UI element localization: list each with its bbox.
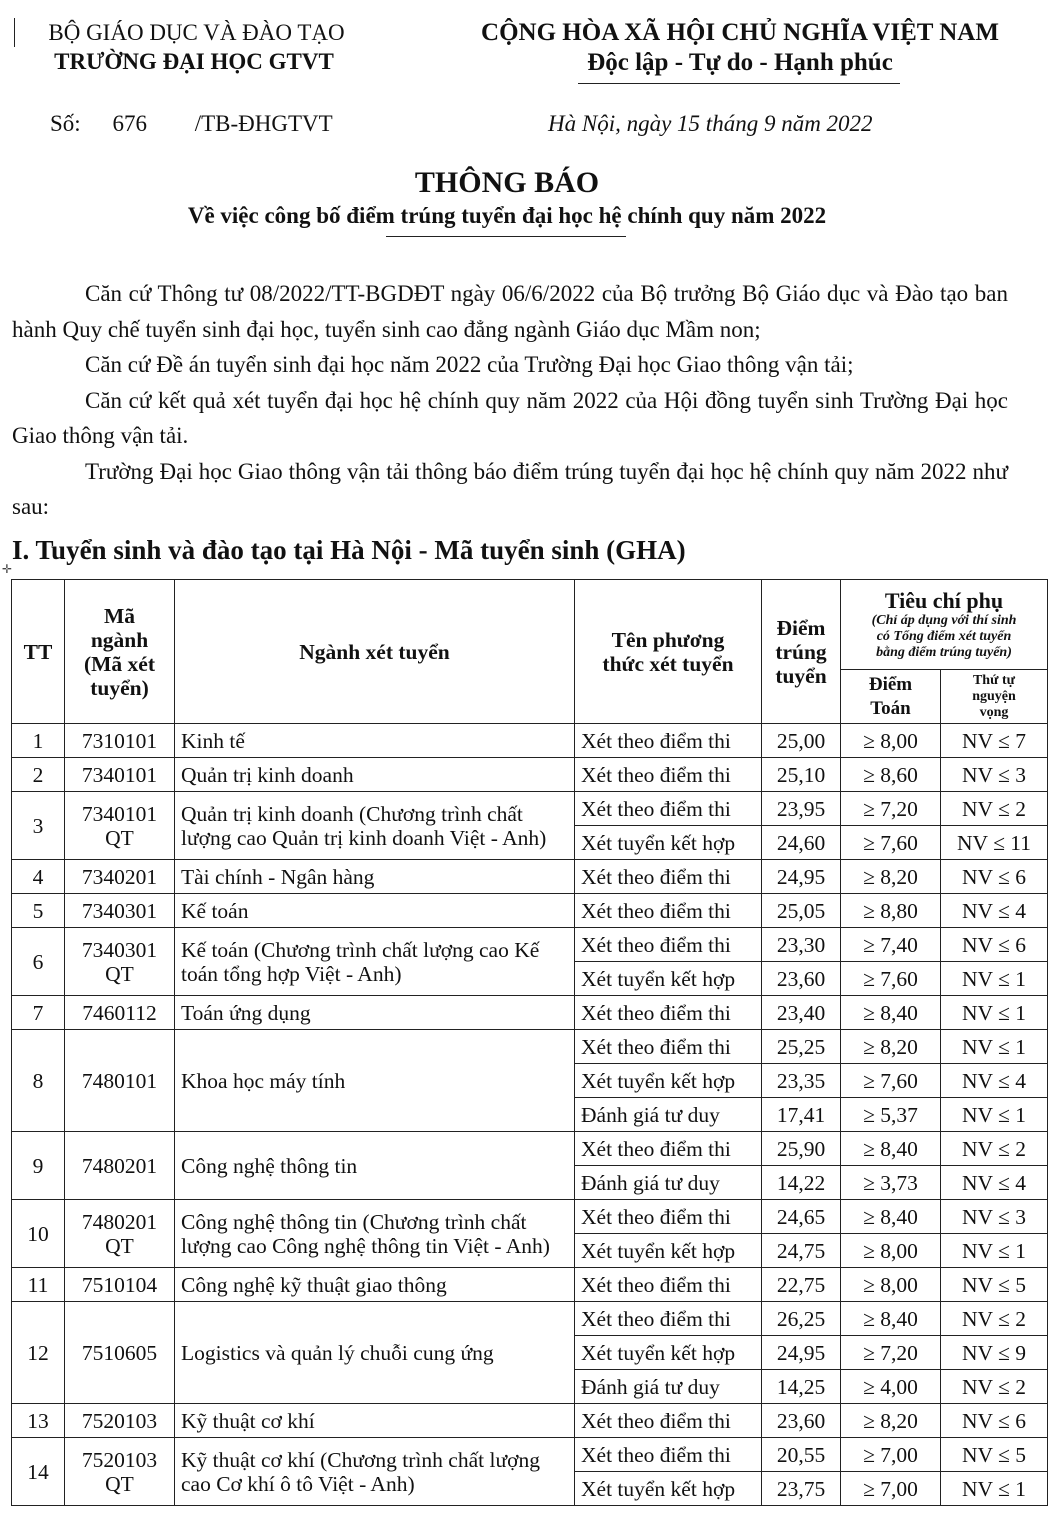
table-row — [12, 996, 1048, 1030]
header-code-line: (Mã xét — [83, 651, 156, 676]
cell-order: NV ≤ 4 — [941, 1166, 1048, 1200]
cell-score: 23,75 — [762, 1472, 841, 1506]
cell-score: 23,30 — [762, 928, 841, 962]
paragraph: Căn cứ Thông tư 08/2022/TT-BGDĐT ngày 06/6/2022 của Bộ trưởng Bộ Giáo dục và Đào tạo ban hành Quy chế tuyển sinh đại học, tuyển sinh cao đẳng ngành Giáo dục Mầm non; — [12, 281, 1008, 342]
cell-order: NV ≤ 6 — [941, 860, 1048, 894]
subtitle-underline — [386, 236, 626, 237]
table-row — [12, 1438, 1048, 1472]
cell-method: Xét tuyển kết hợp — [575, 826, 762, 860]
cell-method: Xét theo điểm thi — [575, 1438, 762, 1472]
cell-math: ≥ 7,60 — [841, 1064, 941, 1098]
country-name: CỘNG HÒA XÃ HỘI CHỦ NGHĨA VIỆT NAM — [481, 19, 999, 46]
header-math-line: Toán — [870, 697, 911, 719]
header-criteria-note: (Chỉ áp dụng với thí sinh — [871, 612, 1017, 628]
cell-math: ≥ 8,00 — [841, 1268, 941, 1302]
cell-major: Kỹ thuật cơ khí — [175, 1404, 575, 1438]
cell-score: 25,90 — [762, 1132, 841, 1166]
cell-score: 23,40 — [762, 996, 841, 1030]
header-score-line: trúng — [775, 639, 827, 664]
cell-score: 24,60 — [762, 826, 841, 860]
table-body — [12, 724, 1048, 1506]
cell-major: Công nghệ kỹ thuật giao thông — [175, 1268, 575, 1302]
cell-order: NV ≤ 6 — [941, 1404, 1048, 1438]
cell-score: 24,65 — [762, 1200, 841, 1234]
cell-math: ≥ 7,60 — [841, 826, 941, 860]
cell-order: NV ≤ 1 — [941, 996, 1048, 1030]
header-code-line: tuyển) — [90, 675, 149, 700]
cell-code: 7480101 — [65, 1030, 175, 1132]
header-method-line: thức xét tuyển — [602, 651, 734, 676]
cell-code: 7340201 — [65, 860, 175, 894]
cell-tt: 8 — [12, 1030, 65, 1132]
cell-tt: 1 — [12, 724, 65, 758]
cell-tt: 12 — [12, 1302, 65, 1404]
cell-math: ≥ 8,40 — [841, 996, 941, 1030]
header-method — [575, 580, 762, 724]
cell-order: NV ≤ 5 — [941, 1438, 1048, 1472]
header-code — [65, 580, 175, 724]
cell-method: Xét tuyển kết hợp — [575, 962, 762, 996]
cell-score: 24,95 — [762, 1336, 841, 1370]
cell-method: Xét tuyển kết hợp — [575, 1336, 762, 1370]
header-criteria-note: bằng điểm trúng tuyển) — [876, 644, 1012, 660]
table-row — [12, 724, 1048, 758]
paragraph: Căn cứ Đề án tuyển sinh đại học năm 2022 của Trường Đại học Giao thông vận tải; — [85, 352, 854, 377]
header-code-line: ngành — [90, 627, 149, 652]
header-criteria — [841, 580, 1048, 670]
issuer-block — [14, 18, 374, 76]
cell-order: NV ≤ 1 — [941, 1472, 1048, 1506]
cell-method: Xét theo điểm thi — [575, 1132, 762, 1166]
motto: Độc lập - Tự do - Hạnh phúc — [587, 49, 893, 76]
cell-method: Xét theo điểm thi — [575, 758, 762, 792]
cell-order: NV ≤ 6 — [941, 928, 1048, 962]
cell-method: Xét theo điểm thi — [575, 1030, 762, 1064]
cell-tt: 11 — [12, 1268, 65, 1302]
cell-major: Tài chính - Ngân hàng — [175, 860, 575, 894]
table-row — [12, 928, 1048, 962]
table-row — [12, 758, 1048, 792]
cell-order: NV ≤ 1 — [941, 962, 1048, 996]
header-method-line: Tên phương — [611, 627, 725, 652]
national-motto-block — [440, 18, 1040, 78]
cell-order: NV ≤ 3 — [941, 1200, 1048, 1234]
cell-order: NV ≤ 9 — [941, 1336, 1048, 1370]
cell-order: NV ≤ 2 — [941, 792, 1048, 826]
cell-method: Xét theo điểm thi — [575, 1268, 762, 1302]
cell-score: 20,55 — [762, 1438, 841, 1472]
university-name: TRƯỜNG ĐẠI HỌC GTVT — [54, 49, 334, 74]
cell-code: 7510104 — [65, 1268, 175, 1302]
cell-tt: 2 — [12, 758, 65, 792]
header-order-line: Thứ tự — [972, 672, 1016, 688]
paragraph: Trường Đại học Giao thông vận tải thông báo điểm trúng tuyển đại học hệ chính quy năm 2022 như sau: — [12, 458, 1008, 519]
cell-method: Xét tuyển kết hợp — [575, 1234, 762, 1268]
cell-score: 25,00 — [762, 724, 841, 758]
cell-order: NV ≤ 1 — [941, 1098, 1048, 1132]
cell-score: 22,75 — [762, 1268, 841, 1302]
header-code-line: Mã — [103, 603, 136, 628]
cell-score: 14,22 — [762, 1166, 841, 1200]
section-title: I. Tuyển sinh và đào tạo tại Hà Nội - Mã tuyển sinh (GHA) — [12, 535, 686, 565]
header-math — [841, 670, 941, 724]
cell-math: ≥ 8,40 — [841, 1200, 941, 1234]
header-criteria-title: Tiêu chí phụ — [884, 587, 1004, 613]
cell-math: ≥ 7,20 — [841, 792, 941, 826]
cell-score: 25,10 — [762, 758, 841, 792]
cell-method: Đánh giá tư duy — [575, 1370, 762, 1404]
cell-tt: 10 — [12, 1200, 65, 1268]
cell-tt: 9 — [12, 1132, 65, 1200]
cell-code: 7480201 — [65, 1132, 175, 1200]
header-order — [941, 670, 1048, 724]
header-major: Ngành xét tuyển — [175, 580, 575, 724]
motto-underline — [578, 83, 900, 84]
cell-major: Kỹ thuật cơ khí (Chương trình chất lượng cao Cơ khí ô tô Việt - Anh) — [175, 1438, 575, 1506]
cell-method: Xét tuyển kết hợp — [575, 1064, 762, 1098]
cell-tt: 13 — [12, 1404, 65, 1438]
cell-math: ≥ 8,40 — [841, 1132, 941, 1166]
cell-code: 7510605 — [65, 1302, 175, 1404]
document-body — [12, 276, 1008, 525]
table-row — [12, 1268, 1048, 1302]
cell-math: ≥ 8,00 — [841, 1234, 941, 1268]
cell-major: Logistics và quản lý chuỗi cung ứng — [175, 1302, 575, 1404]
cell-order: NV ≤ 2 — [941, 1132, 1048, 1166]
document-subtitle: Về việc công bố điểm trúng tuyển đại học hệ chính quy năm 2022 — [187, 203, 827, 228]
cell-math: ≥ 5,37 — [841, 1098, 941, 1132]
cell-order: NV ≤ 2 — [941, 1370, 1048, 1404]
header-score-line: tuyển — [775, 663, 827, 688]
table-row — [12, 1404, 1048, 1438]
cell-tt: 3 — [12, 792, 65, 860]
header-score — [762, 580, 841, 724]
cell-tt: 5 — [12, 894, 65, 928]
cell-method: Xét theo điểm thi — [575, 792, 762, 826]
cell-major: Toán ứng dụng — [175, 996, 575, 1030]
cell-math: ≥ 7,00 — [841, 1472, 941, 1506]
cell-method: Xét theo điểm thi — [575, 860, 762, 894]
cell-order: NV ≤ 5 — [941, 1268, 1048, 1302]
cell-order: NV ≤ 3 — [941, 758, 1048, 792]
cell-math: ≥ 8,00 — [841, 724, 941, 758]
document-number — [50, 111, 333, 137]
cell-major: Kế toán (Chương trình chất lượng cao Kế toán tổng hợp Việt - Anh) — [175, 928, 575, 996]
cell-order: NV ≤ 4 — [941, 894, 1048, 928]
cell-method: Đánh giá tư duy — [575, 1098, 762, 1132]
cell-score: 25,05 — [762, 894, 841, 928]
cell-major: Kinh tế — [175, 724, 575, 758]
cell-code: 7520103 QT — [65, 1438, 175, 1506]
cell-math: ≥ 8,20 — [841, 1404, 941, 1438]
cell-score: 24,95 — [762, 860, 841, 894]
cell-math: ≥ 3,73 — [841, 1166, 941, 1200]
cell-method: Xét theo điểm thi — [575, 1404, 762, 1438]
table-row — [12, 1302, 1048, 1336]
cell-score: 14,25 — [762, 1370, 841, 1404]
cell-math: ≥ 8,60 — [841, 758, 941, 792]
paragraph: Căn cứ kết quả xét tuyển đại học hệ chính quy năm 2022 của Hội đồng tuyển sinh Trường Đại học Giao thông vận tải. — [12, 387, 1008, 448]
table-row — [12, 894, 1048, 928]
header-math-line: Điểm — [868, 673, 913, 695]
cell-code: 7520103 — [65, 1404, 175, 1438]
cell-score: 25,25 — [762, 1030, 841, 1064]
cell-score: 23,95 — [762, 792, 841, 826]
cell-order: NV ≤ 1 — [941, 1234, 1048, 1268]
ministry-name: BỘ GIÁO DỤC VÀ ĐÀO TẠO — [14, 18, 374, 47]
table-move-handle-icon[interactable]: ✛ — [2, 562, 13, 576]
admission-scores-table — [11, 579, 1048, 1506]
cell-tt: 14 — [12, 1438, 65, 1506]
document-date: Hà Nội, ngày 15 tháng 9 năm 2022 — [548, 111, 873, 136]
cell-method: Xét tuyển kết hợp — [575, 1472, 762, 1506]
table-row — [12, 1132, 1048, 1166]
number-value: 676 — [112, 111, 147, 136]
cell-major: Khoa học máy tính — [175, 1030, 575, 1132]
header-order-line: vọng — [979, 704, 1009, 720]
cell-math: ≥ 8,20 — [841, 1030, 941, 1064]
cell-score: 24,75 — [762, 1234, 841, 1268]
cell-score: 23,35 — [762, 1064, 841, 1098]
cell-method: Xét theo điểm thi — [575, 996, 762, 1030]
cell-score: 26,25 — [762, 1302, 841, 1336]
cell-major: Công nghệ thông tin (Chương trình chất lượng cao Công nghệ thông tin Việt - Anh) — [175, 1200, 575, 1268]
cell-order: NV ≤ 2 — [941, 1302, 1048, 1336]
cell-math: ≥ 7,40 — [841, 928, 941, 962]
cell-method: Đánh giá tư duy — [575, 1166, 762, 1200]
cell-score: 23,60 — [762, 1404, 841, 1438]
cell-method: Xét theo điểm thi — [575, 928, 762, 962]
header-tt: TT — [12, 580, 65, 724]
cell-major: Công nghệ thông tin — [175, 1132, 575, 1200]
cell-code: 7340101 QT — [65, 792, 175, 860]
cell-math: ≥ 8,20 — [841, 860, 941, 894]
cell-code: 7340101 — [65, 758, 175, 792]
cell-code: 7340301 — [65, 894, 175, 928]
cell-code: 7310101 — [65, 724, 175, 758]
cell-math: ≥ 7,00 — [841, 1438, 941, 1472]
cell-score: 23,60 — [762, 962, 841, 996]
cell-major: Kế toán — [175, 894, 575, 928]
number-label: Số: — [50, 111, 81, 136]
cell-score: 17,41 — [762, 1098, 841, 1132]
table-row — [12, 792, 1048, 826]
cell-tt: 7 — [12, 996, 65, 1030]
cell-method: Xét theo điểm thi — [575, 1200, 762, 1234]
cell-math: ≥ 7,20 — [841, 1336, 941, 1370]
cell-method: Xét theo điểm thi — [575, 1302, 762, 1336]
cell-code: 7460112 — [65, 996, 175, 1030]
table-row — [12, 1200, 1048, 1234]
cell-tt: 4 — [12, 860, 65, 894]
cell-code: 7480201 QT — [65, 1200, 175, 1268]
cell-order: NV ≤ 11 — [941, 826, 1048, 860]
header-order-line: nguyện — [972, 688, 1016, 704]
document-title: THÔNG BÁO — [414, 166, 600, 199]
cell-major: Quản trị kinh doanh — [175, 758, 575, 792]
cell-code: 7340301 QT — [65, 928, 175, 996]
cell-math: ≥ 8,40 — [841, 1302, 941, 1336]
cell-method: Xét theo điểm thi — [575, 894, 762, 928]
table-row — [12, 860, 1048, 894]
cell-order: NV ≤ 4 — [941, 1064, 1048, 1098]
cell-math: ≥ 8,80 — [841, 894, 941, 928]
cell-order: NV ≤ 7 — [941, 724, 1048, 758]
header-score-line: Điểm — [776, 615, 826, 640]
cell-math: ≥ 7,60 — [841, 962, 941, 996]
number-code: /TB-ĐHGTVT — [194, 111, 333, 136]
cell-tt: 6 — [12, 928, 65, 996]
cell-math: ≥ 4,00 — [841, 1370, 941, 1404]
header-criteria-note: có Tổng điểm xét tuyển — [876, 628, 1012, 644]
table-row — [12, 1030, 1048, 1064]
cell-method: Xét theo điểm thi — [575, 724, 762, 758]
cell-major: Quản trị kinh doanh (Chương trình chất lượng cao Quản trị kinh doanh Việt - Anh) — [175, 792, 575, 860]
cell-order: NV ≤ 1 — [941, 1030, 1048, 1064]
